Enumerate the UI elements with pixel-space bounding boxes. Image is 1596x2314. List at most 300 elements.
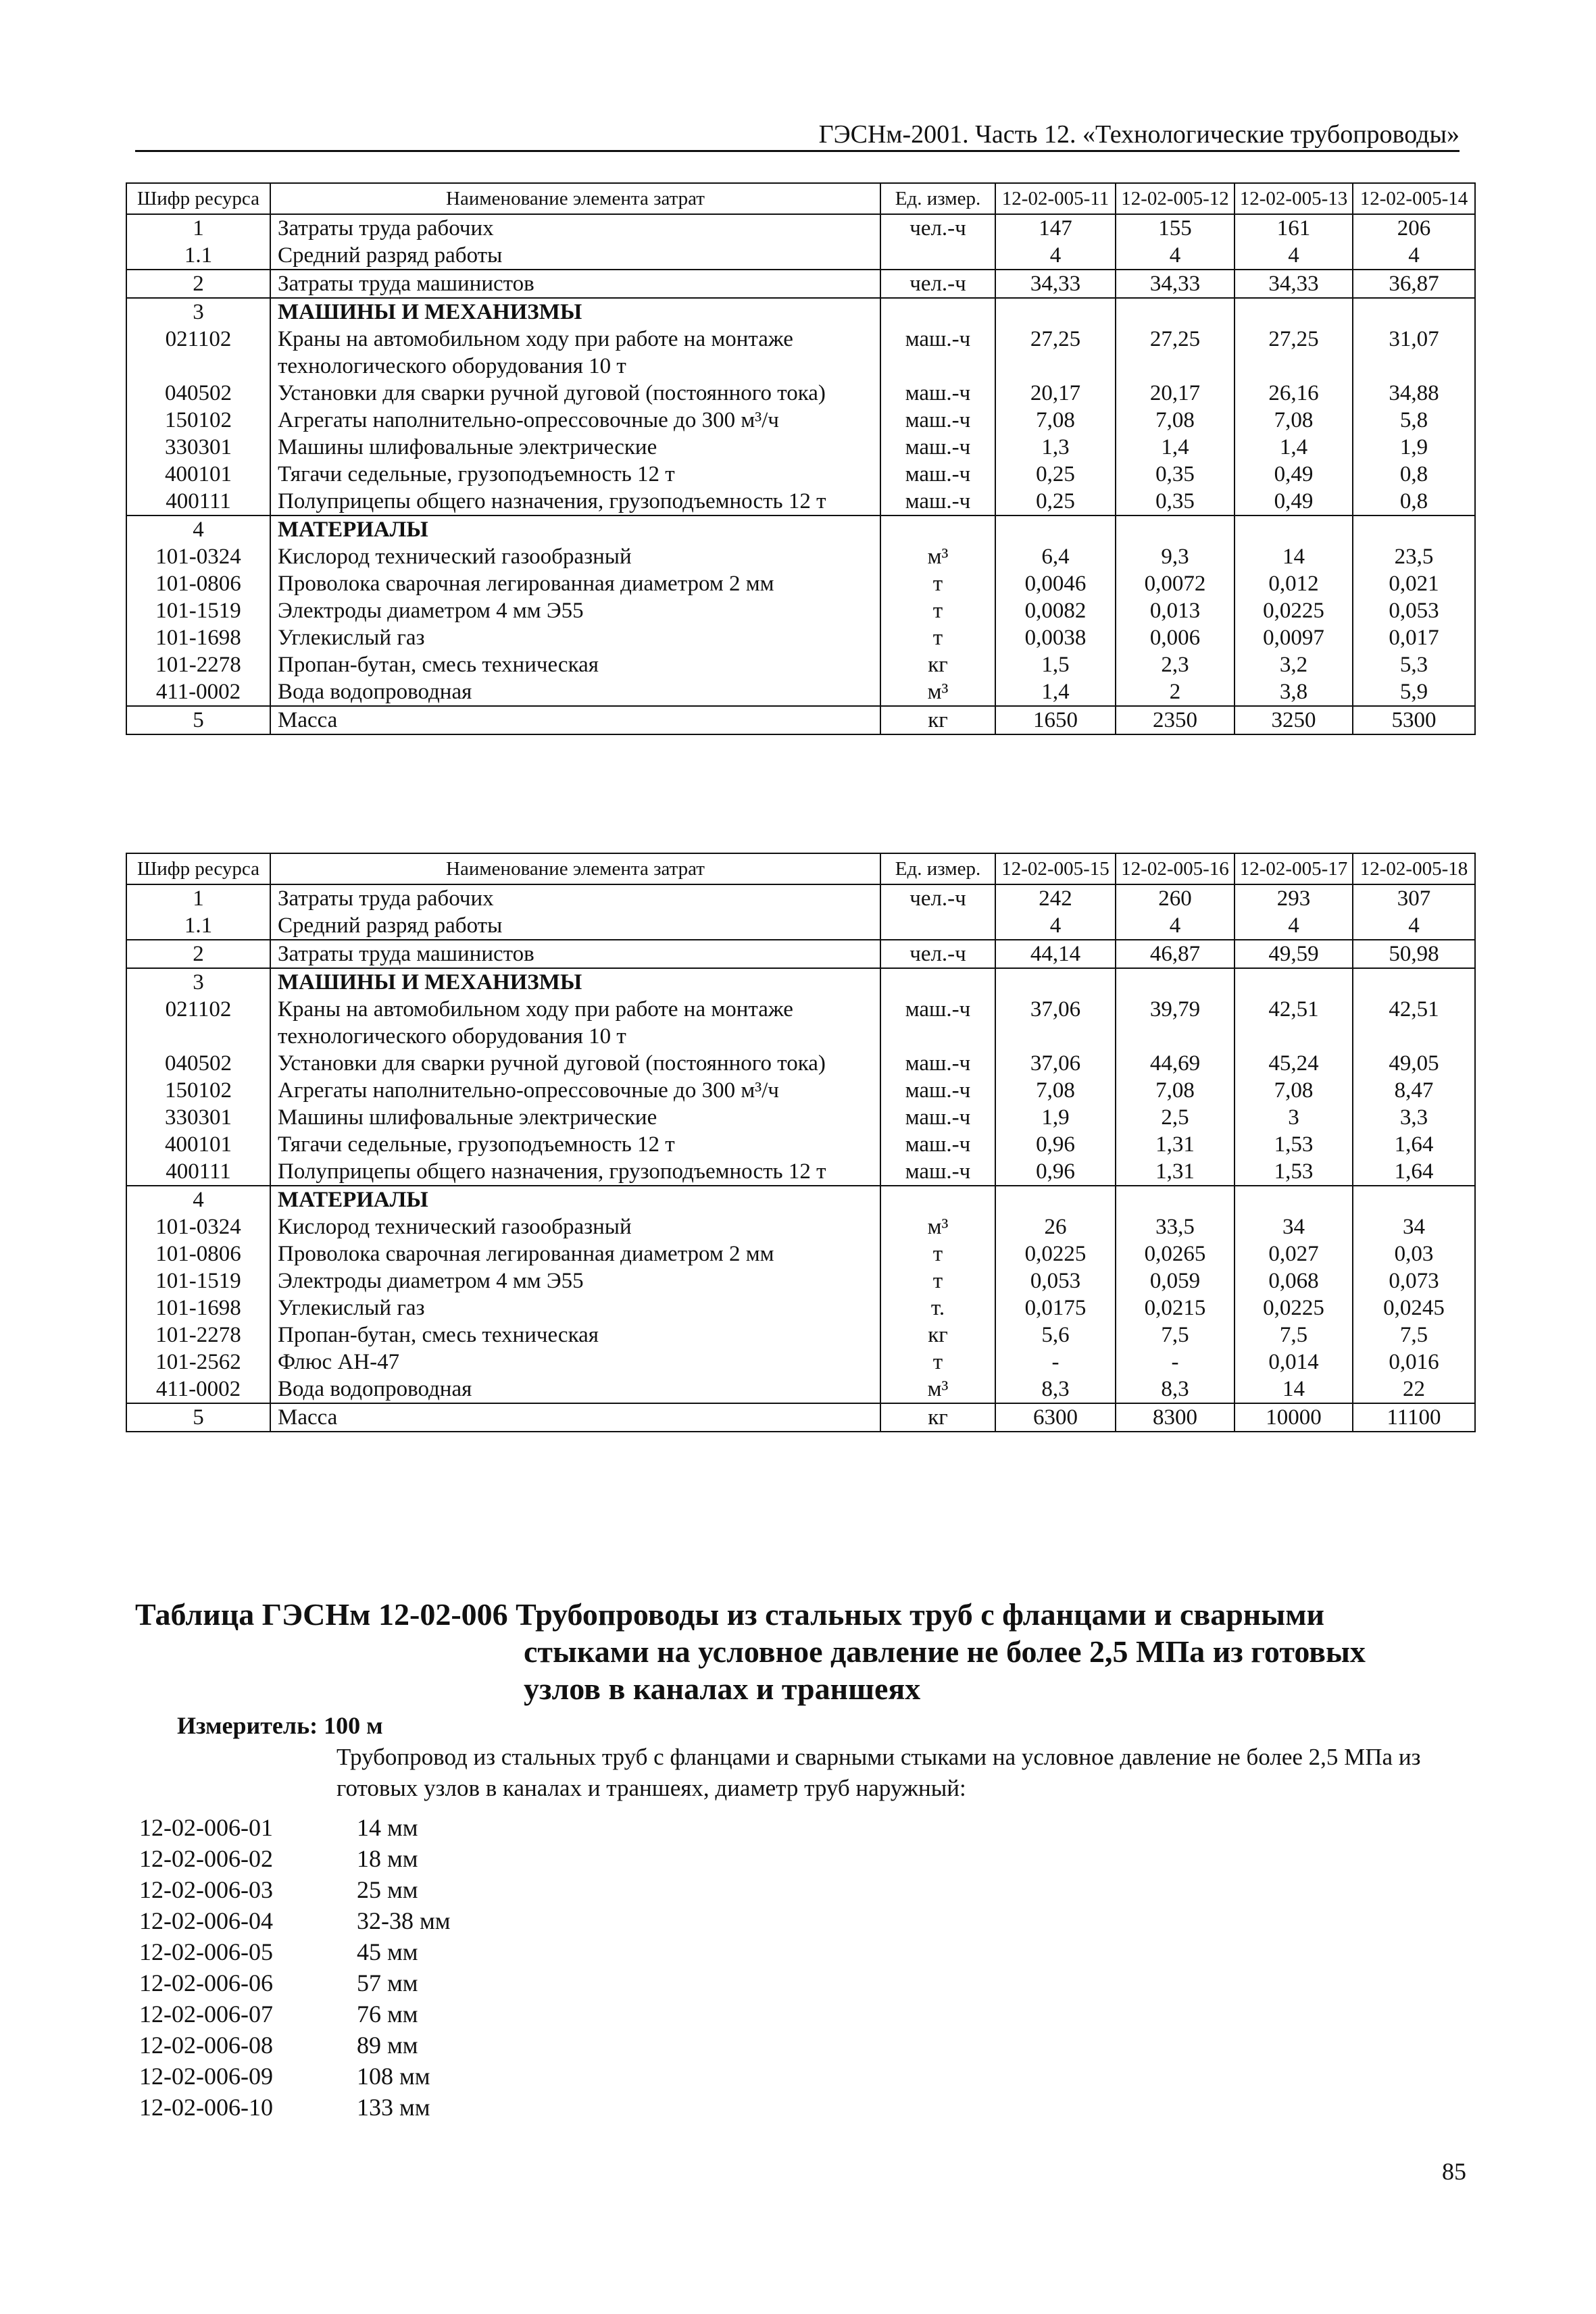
- table-row: [126, 1240, 1475, 1267]
- value-cell: 8,3: [1116, 1376, 1235, 1403]
- value-cell: 0,0046: [995, 570, 1116, 597]
- value-cell: 0,0072: [1116, 570, 1235, 597]
- norm-code: 12-02-006-04: [139, 1907, 273, 1934]
- value-cell: 39,79: [1116, 996, 1235, 1050]
- unit-cell: маш.-ч: [880, 326, 995, 380]
- cost-element-cell: Установки для сварки ручной дуговой (постоянного тока): [270, 380, 880, 407]
- pipe-diameter: 25 мм: [357, 1876, 418, 1903]
- value-cell: 26,16: [1235, 380, 1353, 407]
- unit-cell: маш.-ч: [880, 434, 995, 461]
- value-cell: 0,96: [995, 1131, 1116, 1158]
- table-row: [126, 1050, 1475, 1077]
- cost-element-cell: Углекислый газ: [270, 1294, 880, 1322]
- value-cell: 2: [1116, 678, 1235, 706]
- unit-cell: чел.-ч: [880, 940, 995, 968]
- header-cost-element: Наименование элемента затрат: [270, 853, 880, 884]
- header-resource-code: Шифр ресурса: [126, 183, 270, 214]
- cost-element-cell: Машины шлифовальные электрические: [270, 434, 880, 461]
- cost-element-cell: Проволока сварочная легированная диаметром 2 мм: [270, 570, 880, 597]
- value-cell: 11100: [1353, 1403, 1475, 1432]
- value-cell: 27,25: [995, 326, 1116, 380]
- header-resource-code: Шифр ресурса: [126, 853, 270, 884]
- pipe-diameter: 76 мм: [357, 2001, 418, 2028]
- cost-element-cell: Проволока сварочная легированная диаметром 2 мм: [270, 1240, 880, 1267]
- resource-code-cell: 101-0806: [126, 1240, 270, 1267]
- cost-element-cell: Кислород технический газообразный: [270, 543, 880, 570]
- norm-code: 12-02-006-10: [139, 2094, 273, 2121]
- table-row: [126, 651, 1475, 678]
- value-cell: [995, 1186, 1116, 1213]
- resource-code-cell: 4: [126, 1186, 270, 1213]
- value-cell: 7,08: [1116, 1077, 1235, 1104]
- cost-element-cell: МАШИНЫ И МЕХАНИЗМЫ: [270, 968, 880, 996]
- unit-cell: [880, 515, 995, 543]
- pipe-diameter: 133 мм: [357, 2094, 430, 2121]
- value-cell: 0,96: [995, 1158, 1116, 1186]
- page-number: 85: [1442, 2158, 1466, 2185]
- pipe-diameter: 14 мм: [357, 1814, 418, 1841]
- header-rule: [135, 150, 1460, 152]
- value-cell: 0,068: [1235, 1267, 1353, 1294]
- resource-table-2: [126, 853, 1476, 1432]
- value-cell: 2350: [1116, 706, 1235, 734]
- resource-code-cell: 101-0806: [126, 570, 270, 597]
- value-cell: 1,64: [1353, 1131, 1475, 1158]
- section-title-line: стыками на условное давление не более 2,5 МПа из готовых: [524, 1634, 1366, 1669]
- cost-element-cell: Вода водопроводная: [270, 1376, 880, 1403]
- cost-element-cell: Электроды диаметром 4 мм Э55: [270, 1267, 880, 1294]
- cost-element-cell: МАШИНЫ И МЕХАНИЗМЫ: [270, 298, 880, 326]
- table-row: [126, 461, 1475, 488]
- resource-table-1: [126, 182, 1476, 735]
- value-cell: 1,4: [995, 678, 1116, 706]
- value-cell: 0,03: [1353, 1240, 1475, 1267]
- table-row: [126, 1077, 1475, 1104]
- value-cell: 34,33: [1235, 270, 1353, 298]
- resource-code-cell: 1: [126, 214, 270, 242]
- header-norm-code: 12-02-005-17: [1235, 853, 1353, 884]
- norm-code: 12-02-006-08: [139, 2032, 273, 2059]
- value-cell: 147: [995, 214, 1116, 242]
- value-cell: 3,2: [1235, 651, 1353, 678]
- value-cell: 8,3: [995, 1376, 1116, 1403]
- value-cell: 34,33: [995, 270, 1116, 298]
- table-row: [126, 912, 1475, 940]
- cost-element-cell: Электроды диаметром 4 мм Э55: [270, 597, 880, 624]
- norm-code: 12-02-006-09: [139, 2063, 273, 2090]
- section-title: [135, 1596, 1460, 1707]
- unit-cell: кг: [880, 651, 995, 678]
- table-row: [126, 1322, 1475, 1349]
- value-cell: 42,51: [1235, 996, 1353, 1050]
- unit-cell: чел.-ч: [880, 884, 995, 912]
- resource-code-cell: 5: [126, 706, 270, 734]
- norm-code: 12-02-006-01: [139, 1814, 273, 1841]
- value-cell: 0,25: [995, 461, 1116, 488]
- value-cell: 4: [995, 242, 1116, 270]
- pipe-diameter: 18 мм: [357, 1845, 418, 1872]
- table-row: [126, 1186, 1475, 1213]
- resource-code-cell: 101-2278: [126, 651, 270, 678]
- value-cell: 20,17: [995, 380, 1116, 407]
- value-cell: 46,87: [1116, 940, 1235, 968]
- value-cell: 1,9: [995, 1104, 1116, 1131]
- resource-code-cell: 2: [126, 940, 270, 968]
- value-cell: 6,4: [995, 543, 1116, 570]
- value-cell: 1,4: [1116, 434, 1235, 461]
- table-row: [126, 940, 1475, 968]
- value-cell: 0,0175: [995, 1294, 1116, 1322]
- value-cell: 33,5: [1116, 1213, 1235, 1240]
- value-cell: 34,88: [1353, 380, 1475, 407]
- unit-cell: м³: [880, 678, 995, 706]
- value-cell: 5,3: [1353, 651, 1475, 678]
- value-cell: 31,07: [1353, 326, 1475, 380]
- list-item: [139, 1843, 451, 1874]
- value-cell: [1353, 515, 1475, 543]
- value-cell: 1,53: [1235, 1158, 1353, 1186]
- value-cell: 0,013: [1116, 597, 1235, 624]
- value-cell: 0,8: [1353, 461, 1475, 488]
- unit-cell: [880, 242, 995, 270]
- value-cell: 36,87: [1353, 270, 1475, 298]
- norm-code-list: [139, 1812, 451, 2123]
- unit-cell: [880, 298, 995, 326]
- cost-element-cell: Тягачи седельные, грузоподъемность 12 т: [270, 461, 880, 488]
- value-cell: 7,08: [995, 407, 1116, 434]
- value-cell: 44,69: [1116, 1050, 1235, 1077]
- header-norm-code: 12-02-005-12: [1116, 183, 1235, 214]
- unit-cell: [880, 968, 995, 996]
- resource-code-cell: 021102: [126, 326, 270, 380]
- value-cell: -: [1116, 1349, 1235, 1376]
- value-cell: 5,6: [995, 1322, 1116, 1349]
- value-cell: [1235, 968, 1353, 996]
- resource-code-cell: 1.1: [126, 912, 270, 940]
- value-cell: 260: [1116, 884, 1235, 912]
- value-cell: [1116, 298, 1235, 326]
- value-cell: 2,3: [1116, 651, 1235, 678]
- value-cell: 0,49: [1235, 461, 1353, 488]
- value-cell: 307: [1353, 884, 1475, 912]
- table-row: [126, 706, 1475, 734]
- table-row: [126, 1158, 1475, 1186]
- value-cell: 1,3: [995, 434, 1116, 461]
- resource-code-cell: 411-0002: [126, 1376, 270, 1403]
- pipe-diameter: 108 мм: [357, 2063, 430, 2090]
- list-item: [139, 2061, 451, 2092]
- table-row: [126, 570, 1475, 597]
- unit-cell: т: [880, 570, 995, 597]
- cost-element-cell: МАТЕРИАЛЫ: [270, 1186, 880, 1213]
- unit-cell: кг: [880, 1322, 995, 1349]
- value-cell: 155: [1116, 214, 1235, 242]
- unit-cell: маш.-ч: [880, 488, 995, 515]
- unit-cell: маш.-ч: [880, 1131, 995, 1158]
- header-norm-code: 12-02-005-13: [1235, 183, 1353, 214]
- table-row: [126, 543, 1475, 570]
- value-cell: 34: [1353, 1213, 1475, 1240]
- pipe-diameter: 89 мм: [357, 2032, 418, 2059]
- table-row: [126, 996, 1475, 1050]
- value-cell: 8300: [1116, 1403, 1235, 1432]
- value-cell: 242: [995, 884, 1116, 912]
- value-cell: 1,31: [1116, 1158, 1235, 1186]
- table-row: [126, 884, 1475, 912]
- value-cell: 0,021: [1353, 570, 1475, 597]
- unit-cell: м³: [880, 1376, 995, 1403]
- resource-code-cell: 330301: [126, 1104, 270, 1131]
- norm-code: 12-02-006-06: [139, 1969, 273, 1996]
- cost-element-cell: Агрегаты наполнительно-опрессовочные до 300 м³/ч: [270, 1077, 880, 1104]
- value-cell: 1,9: [1353, 434, 1475, 461]
- value-cell: 8,47: [1353, 1077, 1475, 1104]
- value-cell: 7,08: [1235, 407, 1353, 434]
- value-cell: [1353, 1186, 1475, 1213]
- unit-cell: маш.-ч: [880, 1158, 995, 1186]
- value-cell: 293: [1235, 884, 1353, 912]
- value-cell: 1650: [995, 706, 1116, 734]
- value-cell: 42,51: [1353, 996, 1475, 1050]
- table-row: [126, 1349, 1475, 1376]
- value-cell: 7,5: [1353, 1322, 1475, 1349]
- resource-code-cell: 101-1698: [126, 624, 270, 651]
- unit-cell: маш.-ч: [880, 461, 995, 488]
- cost-element-cell: Пропан-бутан, смесь техническая: [270, 1322, 880, 1349]
- list-item: [139, 1967, 451, 1998]
- resource-code-cell: 400111: [126, 488, 270, 515]
- cost-element-cell: Затраты труда рабочих: [270, 214, 880, 242]
- value-cell: 1,4: [1235, 434, 1353, 461]
- resource-code-cell: 411-0002: [126, 678, 270, 706]
- value-cell: 7,08: [1235, 1077, 1353, 1104]
- value-cell: 5,8: [1353, 407, 1475, 434]
- cost-element-cell: МАТЕРИАЛЫ: [270, 515, 880, 543]
- unit-cell: маш.-ч: [880, 1050, 995, 1077]
- header-norm-code: 12-02-005-15: [995, 853, 1116, 884]
- value-cell: [1116, 1186, 1235, 1213]
- value-cell: 27,25: [1116, 326, 1235, 380]
- resource-code-cell: 150102: [126, 407, 270, 434]
- pipe-diameter: 45 мм: [357, 1938, 418, 1965]
- list-item: [139, 2092, 451, 2123]
- resource-code-cell: 5: [126, 1403, 270, 1432]
- value-cell: 44,14: [995, 940, 1116, 968]
- cost-element-cell: Краны на автомобильном ходу при работе на монтаже технологического оборудования 10 т: [270, 326, 880, 380]
- cost-element-cell: Масса: [270, 1403, 880, 1432]
- table-row: [126, 1104, 1475, 1131]
- value-cell: 0,0225: [1235, 597, 1353, 624]
- value-cell: 1,64: [1353, 1158, 1475, 1186]
- value-cell: 7,5: [1116, 1322, 1235, 1349]
- cost-element-cell: Затраты труда машинистов: [270, 940, 880, 968]
- unit-cell: [880, 912, 995, 940]
- value-cell: 0,016: [1353, 1349, 1475, 1376]
- value-cell: 10000: [1235, 1403, 1353, 1432]
- unit-cell: т: [880, 597, 995, 624]
- value-cell: 9,3: [1116, 543, 1235, 570]
- table-row: [126, 407, 1475, 434]
- value-cell: 1,31: [1116, 1131, 1235, 1158]
- value-cell: 4: [1235, 912, 1353, 940]
- unit-cell: маш.-ч: [880, 407, 995, 434]
- value-cell: 0,0265: [1116, 1240, 1235, 1267]
- resource-code-cell: 400101: [126, 461, 270, 488]
- value-cell: 7,08: [1116, 407, 1235, 434]
- table-row: [126, 1376, 1475, 1403]
- header-norm-code: 12-02-005-14: [1353, 183, 1475, 214]
- value-cell: 14: [1235, 543, 1353, 570]
- norm-code: 12-02-006-05: [139, 1938, 273, 1965]
- value-cell: 34,33: [1116, 270, 1235, 298]
- resource-code-cell: 1: [126, 884, 270, 912]
- value-cell: 0,006: [1116, 624, 1235, 651]
- value-cell: 0,0038: [995, 624, 1116, 651]
- cost-element-cell: Вода водопроводная: [270, 678, 880, 706]
- work-description: Трубопровод из стальных труб с фланцами и сварными стыками на условное давление не более 2,5 МПа из готовых узлов в каналах и траншеях, диаметр труб наружный:: [336, 1744, 1421, 1801]
- list-item: [139, 1998, 451, 2030]
- value-cell: 0,0225: [1235, 1294, 1353, 1322]
- value-cell: 0,012: [1235, 570, 1353, 597]
- resource-code-cell: 400101: [126, 1131, 270, 1158]
- header-norm-code: 12-02-005-18: [1353, 853, 1475, 884]
- resource-code-cell: 101-2278: [126, 1322, 270, 1349]
- resource-code-cell: 040502: [126, 1050, 270, 1077]
- table-row: [126, 326, 1475, 380]
- value-cell: 34: [1235, 1213, 1353, 1240]
- table-row: [126, 597, 1475, 624]
- table-row: [126, 1294, 1475, 1322]
- resource-code-cell: 101-1698: [126, 1294, 270, 1322]
- table-row: [126, 1267, 1475, 1294]
- value-cell: 3,3: [1353, 1104, 1475, 1131]
- value-cell: 3250: [1235, 706, 1353, 734]
- value-cell: 161: [1235, 214, 1353, 242]
- value-cell: 0,059: [1116, 1267, 1235, 1294]
- value-cell: 0,0245: [1353, 1294, 1475, 1322]
- unit-cell: маш.-ч: [880, 1104, 995, 1131]
- value-cell: 20,17: [1116, 380, 1235, 407]
- value-cell: 6300: [995, 1403, 1116, 1432]
- resource-code-cell: 021102: [126, 996, 270, 1050]
- value-cell: 27,25: [1235, 326, 1353, 380]
- value-cell: 5,9: [1353, 678, 1475, 706]
- value-cell: 0,014: [1235, 1349, 1353, 1376]
- resource-code-cell: 150102: [126, 1077, 270, 1104]
- norm-code: 12-02-006-07: [139, 2001, 273, 2028]
- meter-label: Измеритель: 100 м: [177, 1712, 383, 1739]
- value-cell: [1235, 298, 1353, 326]
- table-row: [126, 242, 1475, 270]
- list-item: [139, 1905, 451, 1936]
- value-cell: 0,0225: [995, 1240, 1116, 1267]
- value-cell: 0,35: [1116, 488, 1235, 515]
- resource-code-cell: 101-1519: [126, 1267, 270, 1294]
- list-item: [139, 1936, 451, 1967]
- unit-cell: т: [880, 624, 995, 651]
- unit-cell: т: [880, 1267, 995, 1294]
- unit-cell: кг: [880, 1403, 995, 1432]
- resource-code-cell: 101-1519: [126, 597, 270, 624]
- table-row: [126, 434, 1475, 461]
- value-cell: [1353, 298, 1475, 326]
- value-cell: [1235, 515, 1353, 543]
- value-cell: 5300: [1353, 706, 1475, 734]
- table-row: [126, 968, 1475, 996]
- value-cell: 0,35: [1116, 461, 1235, 488]
- unit-cell: т.: [880, 1294, 995, 1322]
- value-cell: 49,05: [1353, 1050, 1475, 1077]
- cost-element-cell: Средний разряд работы: [270, 912, 880, 940]
- value-cell: 2,5: [1116, 1104, 1235, 1131]
- table-row: [126, 298, 1475, 326]
- cost-element-cell: Полуприцепы общего назначения, грузоподъемность 12 т: [270, 488, 880, 515]
- table-row: [126, 270, 1475, 298]
- table-row: [126, 1403, 1475, 1432]
- value-cell: [995, 968, 1116, 996]
- value-cell: 0,073: [1353, 1267, 1475, 1294]
- cost-element-cell: Краны на автомобильном ходу при работе на монтаже технологического оборудования 10 т: [270, 996, 880, 1050]
- unit-cell: чел.-ч: [880, 214, 995, 242]
- section-title-line: Таблица ГЭСНм 12-02-006 Трубопроводы из стальных труб с фланцами и сварными: [135, 1597, 1325, 1632]
- header-norm-code: 12-02-005-16: [1116, 853, 1235, 884]
- unit-cell: м³: [880, 543, 995, 570]
- cost-element-cell: Флюс АН-47: [270, 1349, 880, 1376]
- header-unit: Ед. измер.: [880, 183, 995, 214]
- table-row: [126, 1131, 1475, 1158]
- table-row: [126, 624, 1475, 651]
- value-cell: [1116, 515, 1235, 543]
- value-cell: 49,59: [1235, 940, 1353, 968]
- value-cell: 1,5: [995, 651, 1116, 678]
- unit-cell: чел.-ч: [880, 270, 995, 298]
- value-cell: 4: [1116, 242, 1235, 270]
- value-cell: 0,053: [995, 1267, 1116, 1294]
- value-cell: 0,0097: [1235, 624, 1353, 651]
- cost-element-cell: Агрегаты наполнительно-опрессовочные до 300 м³/ч: [270, 407, 880, 434]
- unit-cell: [880, 1186, 995, 1213]
- list-item: [139, 2030, 451, 2061]
- value-cell: [1353, 968, 1475, 996]
- resource-code-cell: 3: [126, 298, 270, 326]
- unit-cell: маш.-ч: [880, 1077, 995, 1104]
- cost-element-cell: Затраты труда рабочих: [270, 884, 880, 912]
- resource-code-cell: 101-0324: [126, 543, 270, 570]
- unit-cell: м³: [880, 1213, 995, 1240]
- value-cell: [1116, 968, 1235, 996]
- value-cell: 45,24: [1235, 1050, 1353, 1077]
- cost-element-cell: Тягачи седельные, грузоподъемность 12 т: [270, 1131, 880, 1158]
- header-unit: Ед. измер.: [880, 853, 995, 884]
- value-cell: 0,25: [995, 488, 1116, 515]
- unit-cell: кг: [880, 706, 995, 734]
- unit-cell: т: [880, 1349, 995, 1376]
- value-cell: 4: [1235, 242, 1353, 270]
- list-item: [139, 1812, 451, 1843]
- value-cell: 0,0082: [995, 597, 1116, 624]
- value-cell: 206: [1353, 214, 1475, 242]
- value-cell: 0,017: [1353, 624, 1475, 651]
- header-norm-code: 12-02-005-11: [995, 183, 1116, 214]
- table-row: [126, 380, 1475, 407]
- resource-code-cell: 400111: [126, 1158, 270, 1186]
- value-cell: 26: [995, 1213, 1116, 1240]
- value-cell: 14: [1235, 1376, 1353, 1403]
- value-cell: 7,08: [995, 1077, 1116, 1104]
- value-cell: [995, 298, 1116, 326]
- table-row: [126, 678, 1475, 706]
- value-cell: -: [995, 1349, 1116, 1376]
